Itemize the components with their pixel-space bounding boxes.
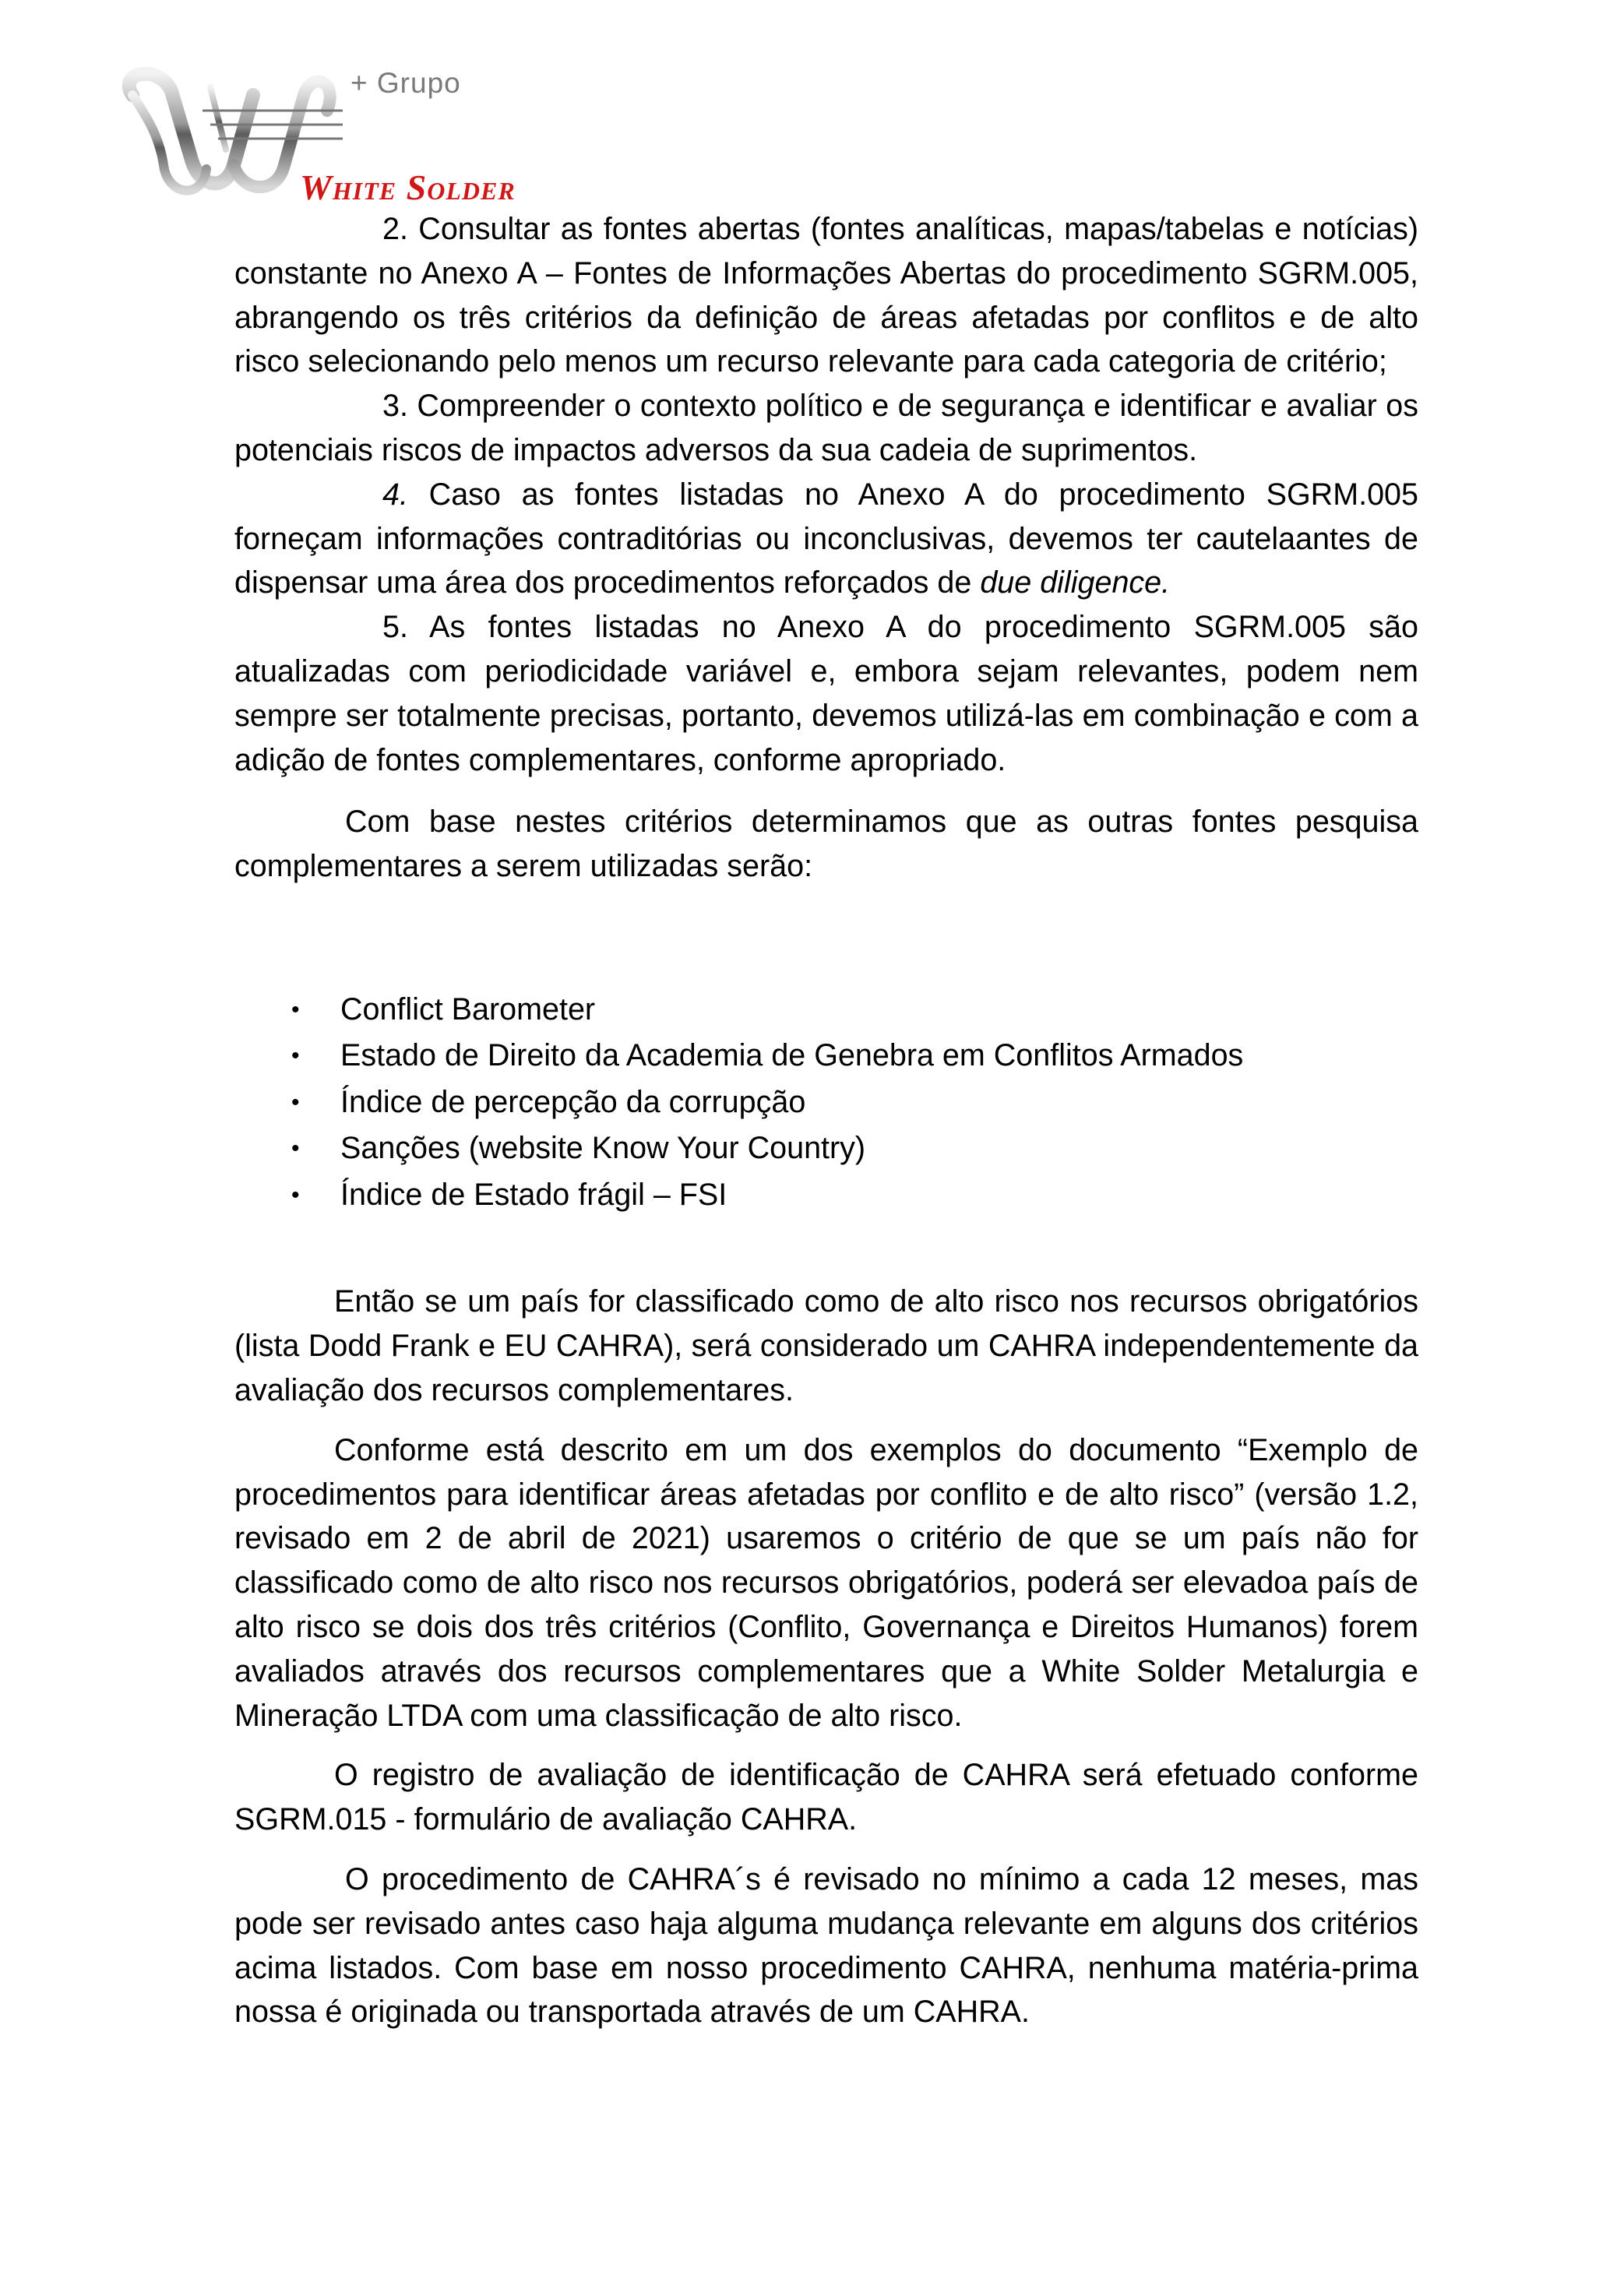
- list-item: • Conflict Barometer: [234, 987, 1418, 1034]
- complementary-sources-list: [234, 987, 1418, 1219]
- paragraph-high-risk: Então se um país for classificado como de alto risco nos recursos obrigatórios (lista Dodd Frank e EU CAHRA), será considerado um CAHRA independentemente da avaliação dos recursos complementares.: [234, 1284, 1418, 1408]
- paragraph-example-procedure: Conforme está descrito em um dos exemplos do documento “Exemplo de procedimentos para identificar áreas afetadas por conflito e de alto risco” (versão 1.2, revisado em 2 de abril de 2021) usaremos o critério de que se um país não for classificado como de alto risco nos recursos obrigatórios, poderá ser elevadoa país de alto risco se dois dos três critérios (Conflito, Governança e Direitos Humanos) forem avaliados através dos recursos complementares que a White Solder Metalurgia e Mineração LTDA com uma classificação de alto risco.: [234, 1432, 1418, 1733]
- criteria-item-2: 2. Consultar as fontes abertas (fontes analíticas, mapas/tabelas e notícias) constante no Anexo A – Fontes de Informações Abertas do procedimento SGRM.005, abrangendo os três critérios da definição de áreas afetadas por conflitos e de alto risco selecionando pelo menos um recurso relevante para cada categoria de critério;: [234, 212, 1418, 379]
- item-4-number: 4.: [382, 477, 408, 512]
- criteria-item-5: 5. As fontes listadas no Anexo A do procedimento SGRM.005 são atualizadas com periodicidade variável e, embora sejam relevantes, podem nem sempre ser totalmente precisas, portanto, devemos utilizá-las em combinação e com a adição de fontes complementares, conforme apropriado.: [234, 610, 1418, 777]
- criteria-item-4: [234, 473, 1418, 605]
- list-item: • Estado de Direito da Academia de Genebra em Conflitos Armados: [234, 1033, 1418, 1079]
- list-item: • Índice de Estado frágil – FSI: [234, 1172, 1418, 1219]
- logo-brand-text: White Solder: [300, 167, 516, 207]
- list-item: • Sanções (website Know Your Country): [234, 1125, 1418, 1172]
- paragraph-review: O procedimento de CAHRA´s é revisado no mínimo a cada 12 meses, mas pode ser revisado antes caso haja alguma mudança relevante em alguns dos critérios acima listados. Com base em nosso procedimento CAHRA, nenhuma matéria-prima nossa é originada ou transportada através de um CAHRA.: [234, 1862, 1418, 2030]
- logo-group-text: + Grupo: [351, 67, 461, 99]
- paragraph-registration: O registro de avaliação de identificação de CAHRA será efetuado conforme SGRM.015 - formulário de avaliação CAHRA.: [234, 1758, 1418, 1837]
- item-4-emphasis: due diligence.: [980, 565, 1171, 600]
- sources-intro: Com base nestes critérios determinamos que as outras fontes pesquisa complementares a serem utilizadas serão:: [234, 805, 1418, 884]
- item-4-text: Caso as fontes listadas no Anexo A do procedimento SGRM.005 forneçam informações contraditórias ou inconclusivas, devemos ter cautelaantes de dispensar uma área dos procedimentos reforçados de: [234, 477, 1418, 600]
- list-item: • Índice de percepção da corrupção: [234, 1079, 1418, 1126]
- company-logo: [117, 64, 516, 212]
- document-body: [234, 207, 1418, 2034]
- criteria-item-3: 3. Compreender o contexto político e de segurança e identificar e avaliar os potenciais riscos de impactos adversos da sua cadeia de suprimentos.: [234, 389, 1418, 467]
